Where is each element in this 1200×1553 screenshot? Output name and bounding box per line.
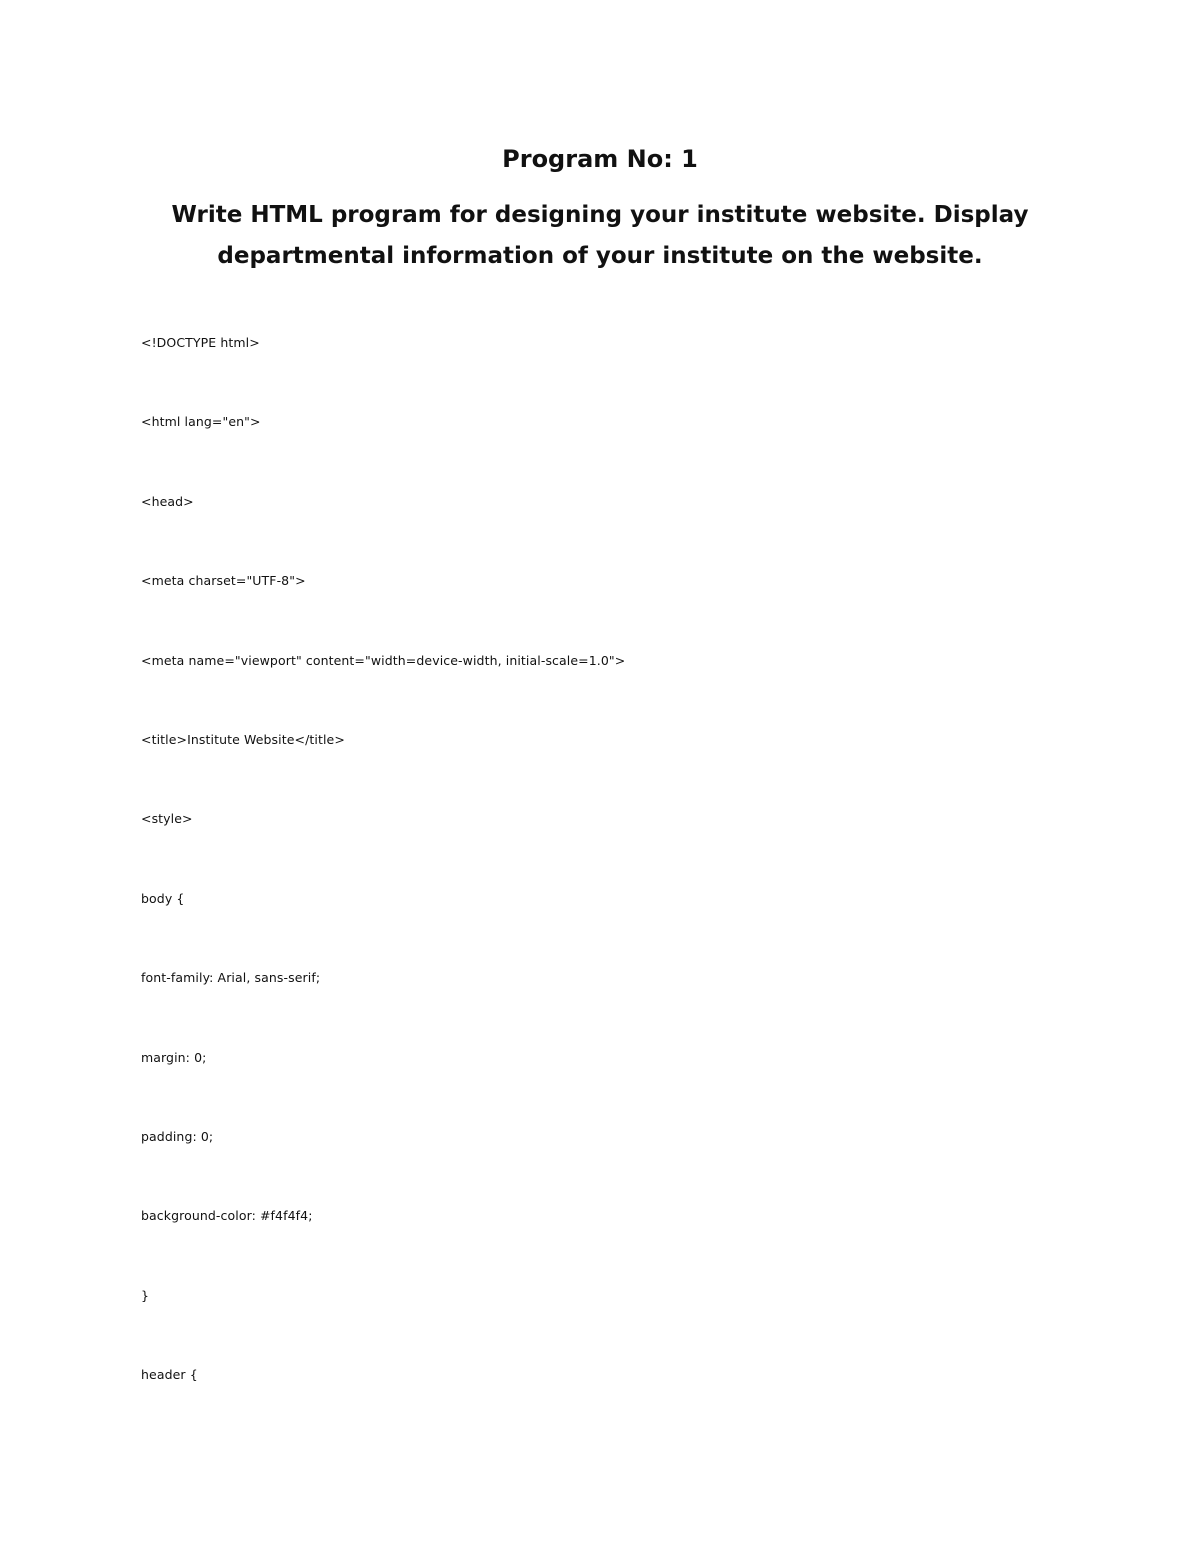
code-line: <meta charset="UTF-8"> — [141, 573, 306, 589]
code-line: body { — [141, 890, 185, 906]
code-line: background-color: #f4f4f4; — [141, 1208, 313, 1224]
code-line: <title>Institute Website</title> — [141, 731, 345, 747]
code-line: font-family: Arial, sans-serif; — [141, 970, 321, 986]
code-line: } — [141, 1287, 150, 1303]
code-line: margin: 0; — [141, 1049, 207, 1065]
code-line: padding: 0; — [141, 1128, 214, 1144]
code-line: <meta name="viewport" content="width=device-width, initial-scale=1.0"> — [141, 652, 626, 668]
code-line: <!DOCTYPE html> — [141, 335, 260, 350]
task-title: Write HTML program for designing your institute website. Display departmental information of your institute on the website. — [171, 202, 1029, 269]
code-line: <style> — [141, 811, 193, 827]
code-listing — [141, 333, 1141, 1444]
code-line: header { — [141, 1367, 198, 1383]
program-number-heading: Program No: 1 — [502, 145, 698, 173]
code-line: <html lang="en"> — [141, 414, 261, 430]
code-line: <head> — [141, 493, 194, 509]
